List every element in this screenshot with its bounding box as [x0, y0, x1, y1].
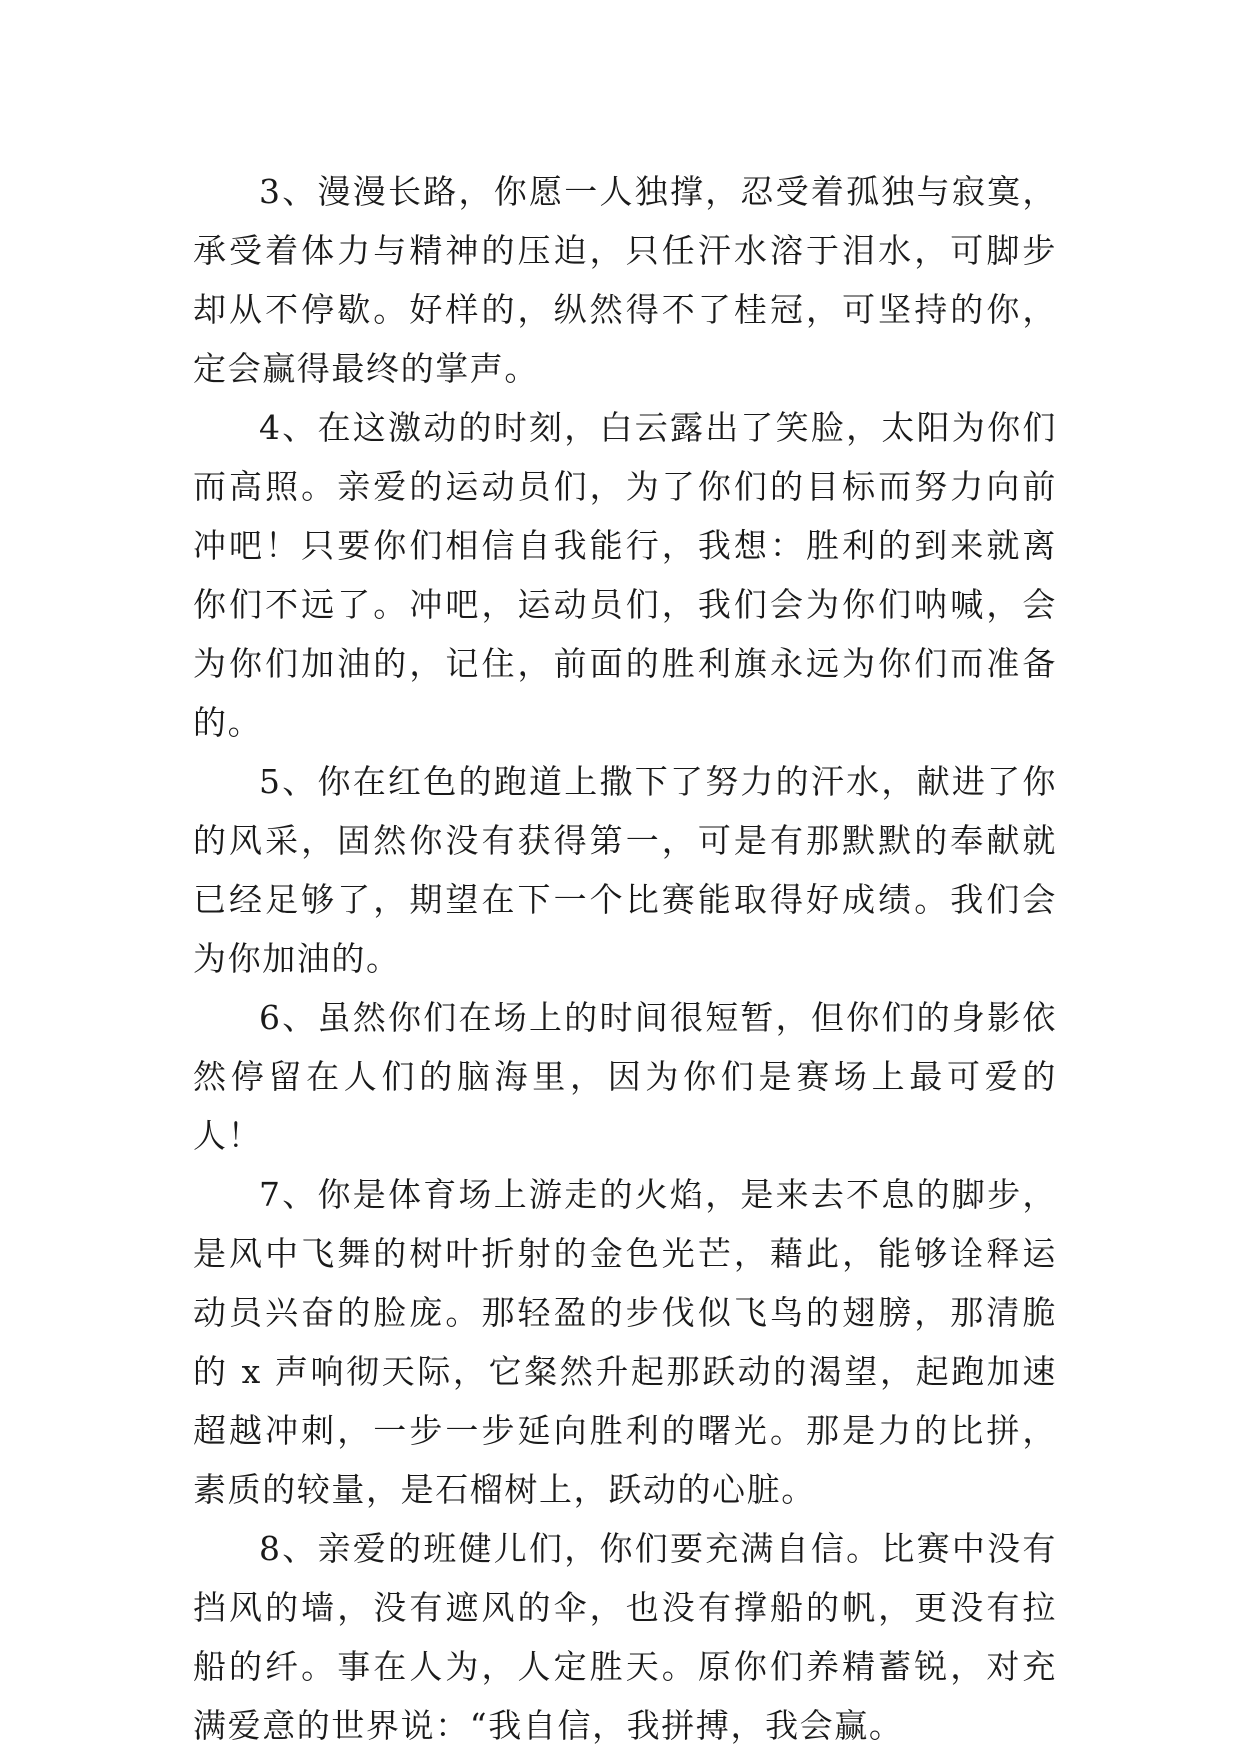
paragraph-4: 4、在这激动的时刻，白云露出了笑脸，太阳为你们而高照。亲爱的运动员们，为了你们的目标而努力向前冲吧！只要你们相信自我能行，我想：胜利的到来就离你们不远了。冲吧，运动员们，我们会为你们呐喊，会为你们加油的，记住，前面的胜利旗永远为你们而准备的。 — [193, 408, 1057, 742]
paragraph-5: 5、你在红色的跑道上撒下了努力的汗水，献进了你的风采，固然你没有获得第一，可是有那默默的奉献就已经足够了，期望在下一个比赛能取得好成绩。我们会为你加油的。 — [193, 762, 1057, 978]
document-body — [193, 162, 1057, 1755]
paragraph-6: 6、虽然你们在场上的时间很短暂，但你们的身影依然停留在人们的脑海里，因为你们是赛场上最可爱的人！ — [193, 998, 1057, 1155]
paragraph-7: 7、你是体育场上游走的火焰，是来去不息的脚步，是风中飞舞的树叶折射的金色光芒，藉此，能够诠释运动员兴奋的脸庞。那轻盈的步伐似飞鸟的翅膀，那清脆的 x 声响彻天际，它粲然升起那跃动的渴望，起跑加速超越冲刺，一步一步延向胜利的曙光。那是力的比拼，素质的较量，是石榴树上，跃动的心脏。 — [193, 1175, 1057, 1509]
paragraph-8: 8、亲爱的班健儿们，你们要充满自信。比赛中没有挡风的墙，没有遮风的伞，也没有撑船的帆，更没有拉船的纤。事在人为，人定胜天。原你们养精蓄锐，对充满爱意的世界说：“我自信，我拼搏，我会赢。 — [193, 1529, 1057, 1745]
paragraph-3: 3、漫漫长路，你愿一人独撑，忍受着孤独与寂寞，承受着体力与精神的压迫，只任汗水溶于泪水，可脚步却从不停歇。好样的，纵然得不了桂冠，可坚持的你，定会赢得最终的掌声。 — [193, 172, 1057, 388]
